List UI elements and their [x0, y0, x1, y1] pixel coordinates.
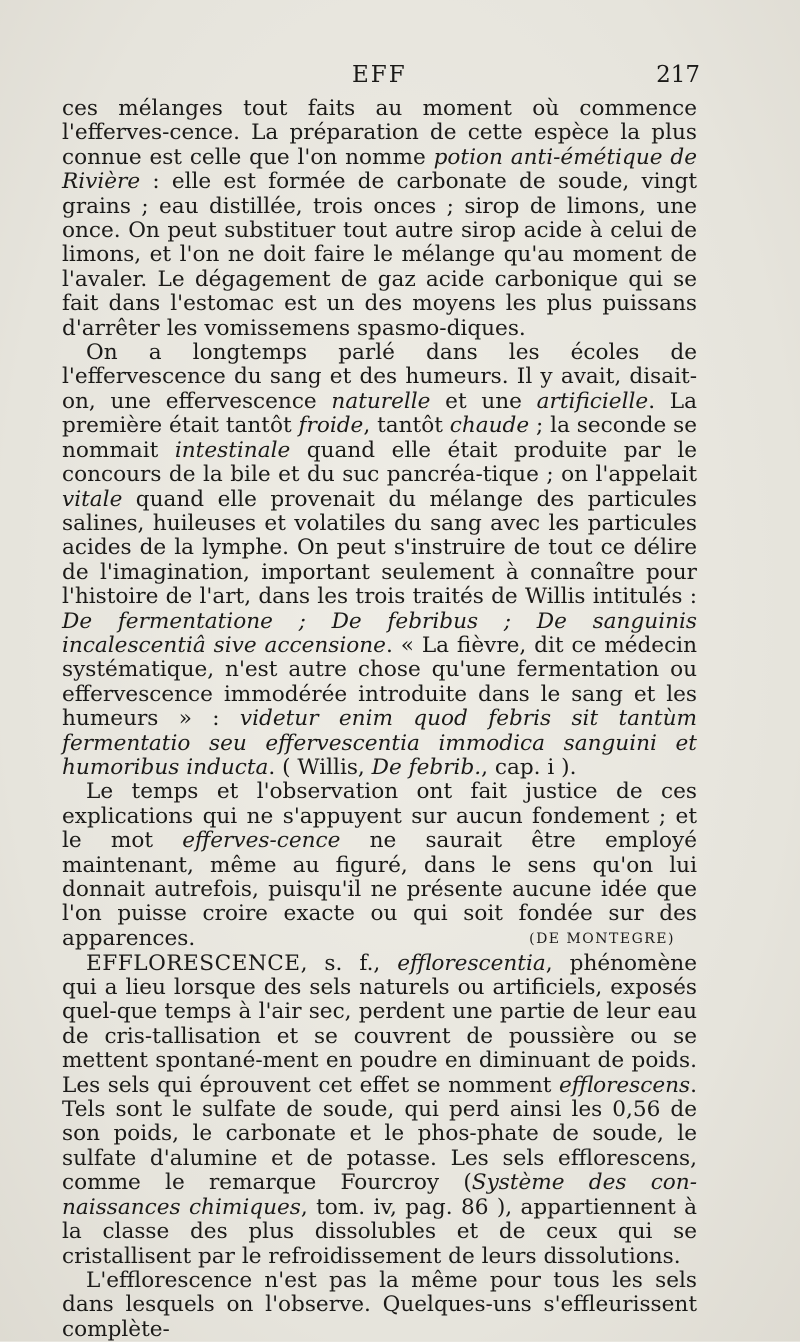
text-run: : elle est formée de carbonate de soude, vingt grains ; eau distillée, trois onces ; sirop de limons, une once. On peut substituer tout autre sirop acide à celui de limons, et l'on ne doit faire le mélange qu'au moment de l'avaler. Le dégagement de gaz acide carbonique qui se fait dans l'estomac est un des moyens les plus puissans d'arrêter les vomissemens spasmo-diques.	[62, 169, 697, 341]
page-number: 217	[656, 62, 700, 88]
text-run: , phénomène qui a lieu lorsque des sels naturels ou artificiels, exposés quel-que temps à l'air sec, perdent une partie de leur eau de cris-tallisation et se couvrent de poussière ou se mettent spontané-ment en poudre en diminuant de poids. Les sels qui éprouvent cet effet se nomment	[62, 950, 697, 1098]
text-run: quand elle provenait du mélange des particules salines, huileuses et volatiles du sang avec les particules acides de la lymphe. On peut s'instruire de tout ce délire de l'imagination, important seulement à connaître pour l'histoire de l'art, dans les trois traités de Willis intitulés :	[62, 486, 697, 610]
body-text	[62, 97, 697, 1342]
text-run: (DE MONTEGRE)	[529, 931, 675, 948]
text-run: . « La fièvre, dit ce médecin systématique, n'est autre chose qu'une fermentation ou effervescence immodérée introduite dans le sang et les humeurs » :	[62, 632, 697, 732]
page-header	[62, 62, 700, 94]
italic-text: potion anti-émétique de Rivière	[62, 144, 697, 195]
italic-text: naturelle	[331, 388, 431, 414]
text-run: , cap. i ).	[481, 754, 577, 780]
italic-text: intestinale	[174, 437, 291, 463]
italic-text: chaude	[449, 413, 530, 439]
text-run: ; la seconde se nommait	[62, 413, 697, 463]
text-run: . Tels sont le sulfate de soude, qui perd ainsi les 0,56 de son poids, le carbonate et le phos-phate de soude, le sulfate d'alumine et de potasse. Les sels efflorescens, comme le remarque Fourcroy (	[62, 1072, 697, 1196]
italic-text: De febrib.	[371, 754, 482, 780]
text-run: et une	[430, 388, 537, 414]
paragraph	[62, 780, 697, 951]
text-run: . La première était tantôt	[62, 388, 697, 439]
italic-text: efflorescentia	[397, 950, 546, 976]
text-run: ne saurait être employé maintenant, même au figuré, dans le sens qu'on lui donnait autrefois, puisqu'il ne présente aucune idée que l'on puisse croire exacte ou qui soit fondée sur des apparences.	[62, 828, 697, 951]
text-run: , tantôt	[363, 413, 450, 439]
italic-text: artificielle	[536, 388, 649, 414]
italic-text: Système des con-naissances chimiques	[62, 1170, 698, 1220]
italic-text: froide	[298, 413, 364, 439]
text-run: , s. f.,	[300, 950, 398, 976]
text-run: quand elle était produite par le concours de la bile et du suc pancréa-tique ; on l'appelait	[62, 437, 698, 488]
paragraph	[62, 97, 697, 341]
paragraph	[62, 1269, 697, 1342]
paragraph	[62, 341, 697, 780]
text-run: L'efflorescence n'est pas la même pour tous les sels dans lesquels on l'observe. Quelques-uns s'effleurissent complète-	[62, 1267, 697, 1342]
italic-text: efferves-cence	[182, 828, 341, 854]
running-head: EFF	[352, 62, 407, 88]
italic-text: videtur enim quod febris sit tantùm fermentatio seu effervescentia immodica sanguini et humoribus inducta	[62, 706, 697, 780]
paragraph	[62, 952, 697, 1269]
italic-text: De fermentatione ; De febribus ; De sanguinis incalescentiâ sive accensione	[62, 608, 697, 658]
text-run: , tom. iv, pag. 86 ), appartiennent à la classe des plus dissolubles et de ceux qui se cristallisent par le refroidissement de leurs dissolutions.	[62, 1194, 697, 1269]
text-run: Le temps et l'observation ont fait justice de ces explications qui ne s'appuyent sur aucun fondement ; et le mot	[62, 779, 697, 854]
entry-headword: EFFLORESCENCE	[86, 950, 301, 976]
italic-text: vitale	[62, 486, 123, 512]
text-run: ces mélanges tout faits au moment où commence l'efferves-cence. La préparation de cette espèce la plus connue est celle que l'on nomme	[62, 96, 697, 170]
text-run: On a longtemps parlé dans les écoles de l'effervescence du sang et des humeurs. Il y avait, disait-on, une effervescence	[62, 340, 697, 414]
text-run: . ( Willis,	[268, 754, 372, 780]
italic-text: efflorescens	[559, 1072, 691, 1098]
